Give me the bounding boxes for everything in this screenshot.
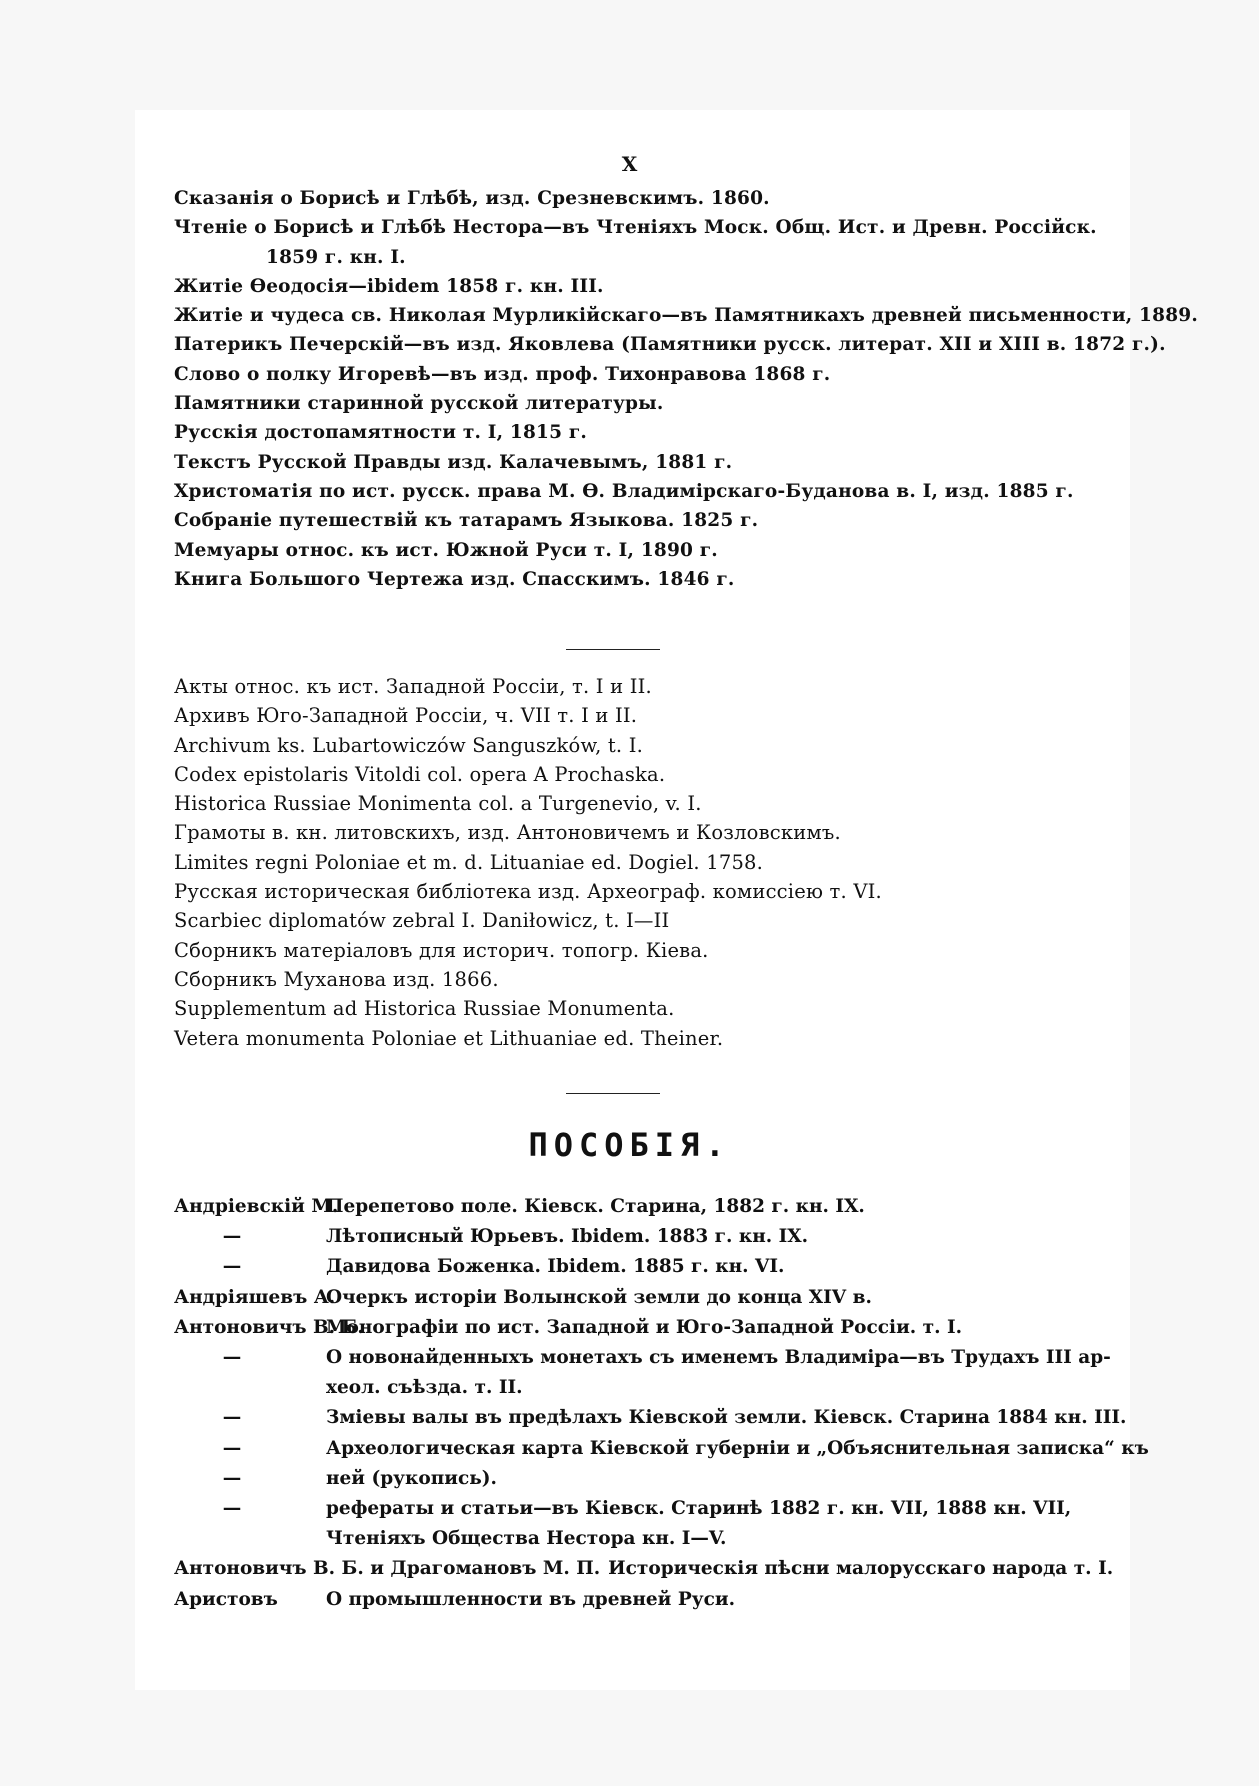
- aid-author: [174, 1373, 326, 1403]
- aid-author: —: [222, 1226, 242, 1248]
- aid-author: [174, 1524, 326, 1554]
- aid-title: рефераты и статьи—въ Кіевск. Старинѣ 1882 г. кн. VII, 1888 кн. VII,: [326, 1498, 1072, 1520]
- aid-author: —: [222, 1437, 242, 1459]
- list-item: Книга Большого Чертежа изд. Спасскимъ. 1846 г.: [174, 568, 735, 590]
- aid-row: [174, 1283, 1074, 1313]
- list-item: Житіе Ѳеодосія—ibidem 1858 г. кн. III.: [174, 275, 604, 297]
- aid-row: [174, 1373, 1074, 1403]
- aid-title: О промышленности въ древней Руси.: [326, 1588, 736, 1610]
- list-item: Архивъ Юго-Западной Россіи, ч. VII т. I и II.: [174, 704, 638, 728]
- aid-title: О новонайденныхъ монетахъ съ именемъ Владиміра—въ Трудахъ III ар-: [326, 1347, 1111, 1369]
- list-item: 1859 г. кн. I.: [266, 246, 406, 268]
- aid-author: —: [222, 1407, 242, 1429]
- aid-title: Монографіи по ист. Западной и Юго-Западной Россіи. т. I.: [326, 1316, 963, 1338]
- list-item: Vetera monumenta Poloniae et Lithuaniae ed. Theiner.: [174, 1026, 724, 1050]
- list-item: Русская историческая библіотека изд. Археограф. комиссіею т. VI.: [174, 880, 882, 904]
- aid-author: —: [222, 1347, 242, 1369]
- aid-row: [174, 1252, 1074, 1282]
- list-item: Scarbiec diplomatów zebral I. Daniłowicz, t. I—II: [174, 909, 670, 933]
- aid-row: [174, 1554, 1114, 1584]
- aid-title: Перепетово поле. Кіевск. Старина, 1882 г. кн. IX.: [326, 1196, 865, 1217]
- aid-author: Антоновичъ В. Б.: [174, 1316, 364, 1338]
- list-item: Archivum ks. Lubartowiczów Sanguszków, t. I.: [174, 733, 644, 757]
- aid-row: [174, 1403, 1127, 1433]
- list-item: Сборникъ Муханова изд. 1866.: [174, 967, 499, 991]
- aid-author: —: [222, 1467, 242, 1489]
- aid-author: Антоновичъ В. Б. и Драгомановъ М. П.: [174, 1558, 601, 1580]
- section-divider: [566, 649, 660, 650]
- aid-row: [174, 1222, 1074, 1252]
- aid-title: Давидова Боженка. Ibidem. 1885 г. кн. VI.: [326, 1256, 785, 1278]
- sources-list-plain: [174, 672, 1074, 1053]
- list-item: Христоматія по ист. русск. права М. Ѳ. Владимірскаго-Буданова в. I, изд. 1885 г.: [174, 480, 1074, 502]
- aid-title: Лѣтописный Юрьевъ. Ibidem. 1883 г. кн. IX.: [326, 1226, 809, 1248]
- list-item: Собраніе путешествій къ татарамъ Языкова. 1825 г.: [174, 510, 759, 532]
- list-item: Сказанія о Борисѣ и Глѣбѣ, изд. Срезневскимъ. 1860.: [174, 188, 770, 209]
- aid-author: Андріевскій М.: [174, 1196, 339, 1217]
- aid-row: [174, 1313, 1074, 1343]
- list-item: Limites regni Poloniae et m. d. Lituaniae ed. Dogiel. 1758.: [174, 850, 764, 874]
- list-item: Памятники старинной русской литературы.: [174, 393, 664, 415]
- list-item: Текстъ Русской Правды изд. Калачевымъ, 1881 г.: [174, 451, 733, 473]
- page-number: X: [621, 152, 638, 176]
- aid-row: [174, 1494, 1074, 1524]
- aid-title: Археологическая карта Кіевской губерніи и „Объяснительная записка“ къ: [326, 1437, 1149, 1459]
- list-item: Historica Russiae Monimenta col. a Turgenevio, v. I.: [174, 792, 702, 816]
- aid-title: Очеркъ исторіи Волынской земли до конца XIV в.: [326, 1286, 872, 1308]
- aid-author: —: [222, 1256, 242, 1278]
- sources-list-bold: [174, 184, 1198, 594]
- section-heading: ПОСОБІЯ.: [528, 1126, 731, 1164]
- list-item: Слово о полку Игоревѣ—въ изд. проф. Тихонравова 1868 г.: [174, 363, 831, 385]
- aid-author: Аристовъ: [174, 1588, 278, 1610]
- aid-title: хеол. съѣзда. т. II.: [326, 1377, 523, 1399]
- aid-title: Зміевы валы въ предѣлахъ Кіевской земли. Кіевск. Старина 1884 кн. III.: [326, 1407, 1127, 1429]
- list-item: Мемуары относ. къ ист. Южной Руси т. I, 1890 г.: [174, 539, 718, 561]
- list-item: Акты относ. къ ист. Западной Россіи, т. I и II.: [174, 675, 652, 698]
- section-divider: [566, 1093, 660, 1094]
- list-item: Житіе и чудеса св. Николая Мурликійскаго—въ Памятникахъ древней письменности, 1889.: [174, 305, 1198, 327]
- aid-author: Андріяшевъ А.: [174, 1286, 336, 1308]
- list-item: Supplementum ad Historica Russiae Monumenta.: [174, 997, 675, 1021]
- aid-title: Историческія пѣсни малорусскаго народа т. I.: [608, 1558, 1114, 1580]
- aid-row: [174, 1434, 1149, 1464]
- aid-row: [174, 1192, 1074, 1222]
- aid-row: [174, 1343, 1111, 1373]
- aids-list: [174, 1192, 1149, 1615]
- list-item: Грамоты в. кн. литовскихъ, изд. Антоновичемъ и Козловскимъ.: [174, 821, 841, 845]
- aid-title: ней (рукопись).: [326, 1467, 497, 1489]
- aid-title: Чтеніяхъ Общества Нестора кн. I—V.: [326, 1528, 727, 1550]
- aid-row: [174, 1585, 1074, 1615]
- aid-row: [174, 1524, 1074, 1554]
- aid-author: —: [222, 1498, 242, 1520]
- aid-row: [174, 1464, 1074, 1494]
- list-item: Патерикъ Печерскій—въ изд. Яковлева (Памятники русск. литерат. XII и XIII в. 1872 г.).: [174, 334, 1166, 356]
- list-item: Русскія достопамятности т. I, 1815 г.: [174, 422, 587, 444]
- list-item: Чтеніе о Борисѣ и Глѣбѣ Нестора—въ Чтеніяхъ Моск. Общ. Ист. и Древн. Россійск.: [174, 217, 1097, 239]
- list-item: Codex epistolaris Vitoldi col. opera A Prochaska.: [174, 762, 666, 786]
- list-item: Сборникъ матеріаловъ для историч. топогр. Кіева.: [174, 938, 709, 962]
